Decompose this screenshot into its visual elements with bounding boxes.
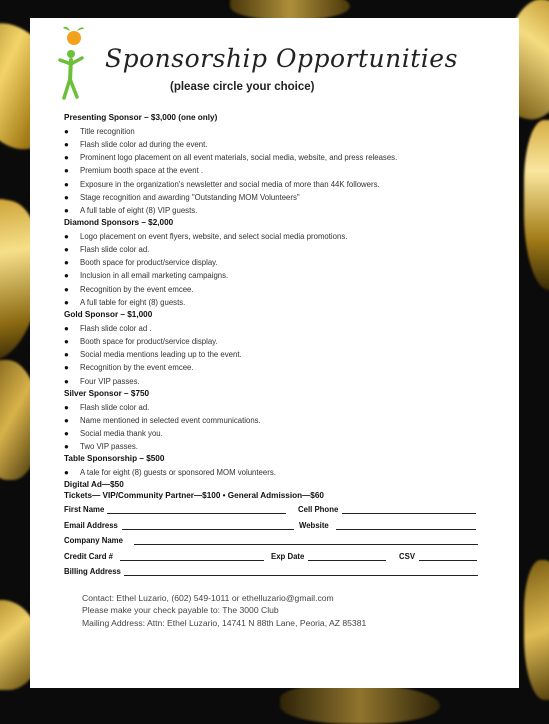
list-item: ● Recognition by the event emcee. [64, 363, 194, 373]
page-title: Sponsorship Opportunities [105, 44, 458, 73]
cell-phone-label: Cell Phone [298, 505, 339, 514]
credit-card-label: Credit Card # [64, 551, 113, 561]
form-row-billing [64, 564, 504, 580]
mailing-address-line: Mailing Address: Attn: Ethel Luzario, 14741 N 88th Lane, Peoria, AZ 85381 [82, 617, 367, 628]
list-item: ● Booth space for product/service display. [64, 258, 218, 268]
gold-paint-stroke [524, 560, 549, 700]
form-row-payment [64, 549, 504, 565]
list-item: ● A tale for eight (8) guests or sponsored MOM volunteers. [64, 468, 276, 478]
section-heading-silver[interactable]: Silver Sponsor – $750 [64, 388, 150, 398]
list-item: ● Flash slide color ad . [64, 323, 152, 333]
gold-paint-stroke [524, 120, 549, 290]
tickets-option[interactable]: Tickets— VIP/Community Partner—$100 • General Admission—$60 [64, 491, 324, 501]
form-row-email-website [64, 518, 504, 534]
exp-date-field[interactable] [308, 560, 386, 561]
csv-field[interactable] [419, 560, 477, 561]
sponsorship-list [64, 112, 504, 501]
flyer-page [30, 18, 519, 688]
section-heading-gold[interactable]: Gold Sponsor – $1,000 [64, 310, 153, 320]
list-item: ● Inclusion in all email marketing campaigns. [64, 271, 229, 281]
form-row-name-phone [64, 502, 504, 518]
page-subtitle: (please circle your choice) [170, 81, 315, 93]
company-name-label: Company Name [64, 536, 123, 545]
section-heading-presenting[interactable]: Presenting Sponsor – $3,000 (one only) [64, 113, 218, 122]
list-item: ● Flash slide color ad during the event. [64, 139, 208, 149]
email-label: Email Address [64, 520, 118, 530]
list-item: ● Premium booth space at the event . [64, 166, 204, 176]
email-field[interactable] [122, 529, 294, 530]
section-heading-table[interactable]: Table Sponsorship – $500 [64, 454, 165, 464]
company-name-field[interactable] [134, 544, 478, 545]
form-row-company [64, 533, 504, 549]
gold-paint-stroke [280, 684, 440, 724]
credit-card-field[interactable] [120, 560, 264, 561]
list-item: ● Four VIP passes. [64, 376, 140, 386]
list-item: ● Title recognition [64, 126, 135, 136]
first-name-field[interactable] [107, 513, 286, 514]
list-item: ● Flash slide color ad. [64, 245, 150, 255]
list-item: ● Social media thank you. [64, 428, 163, 438]
list-item: ● Name mentioned in selected event communications. [64, 415, 261, 425]
list-item: ● Flash slide color ad. [64, 402, 150, 412]
list-item: ● A full table for eight (8) guests. [64, 297, 186, 307]
billing-address-label: Billing Address [64, 567, 121, 576]
first-name-label: First Name [64, 505, 105, 514]
list-item: ● Booth space for product/service display. [64, 337, 218, 347]
contact-line: Contact: Ethel Luzario, (602) 549-1011 or ethelluzario@gmail.com [82, 593, 334, 603]
contact-info [82, 592, 366, 629]
mom-logo-icon [56, 24, 90, 104]
billing-address-field[interactable] [124, 575, 478, 576]
list-item: ● Two VIP passes. [64, 442, 138, 452]
gold-paint-stroke [230, 0, 350, 20]
website-field[interactable] [336, 529, 476, 530]
section-heading-diamond[interactable]: Diamond Sponsors – $2,000 [64, 218, 174, 228]
list-item: ● Exposure in the organization's newsletter and social media of more than 44K followers. [64, 179, 380, 189]
exp-date-label: Exp Date [271, 551, 305, 561]
list-item: ● Prominent logo placement on all event materials, social media, website, and press releases. [64, 153, 398, 163]
csv-label: CSV [399, 551, 416, 561]
check-payable-line: Please make your check payable to: The 3000 Club [82, 605, 279, 616]
list-item: ● Logo placement on event flyers, website, and select social media promotions. [64, 231, 348, 241]
list-item: ● Stage recognition and awarding "Outstanding MOM Volunteers" [64, 192, 300, 202]
list-item: ● A full table of eight (8) VIP guests. [64, 205, 198, 215]
list-item: ● Recognition by the event emcee. [64, 284, 194, 294]
cell-phone-field[interactable] [342, 513, 476, 514]
sponsor-form [64, 502, 504, 580]
digital-ad-option[interactable]: Digital Ad—$50 [64, 480, 124, 490]
list-item: ● Social media mentions leading up to the event. [64, 350, 242, 360]
website-label: Website [299, 520, 329, 530]
